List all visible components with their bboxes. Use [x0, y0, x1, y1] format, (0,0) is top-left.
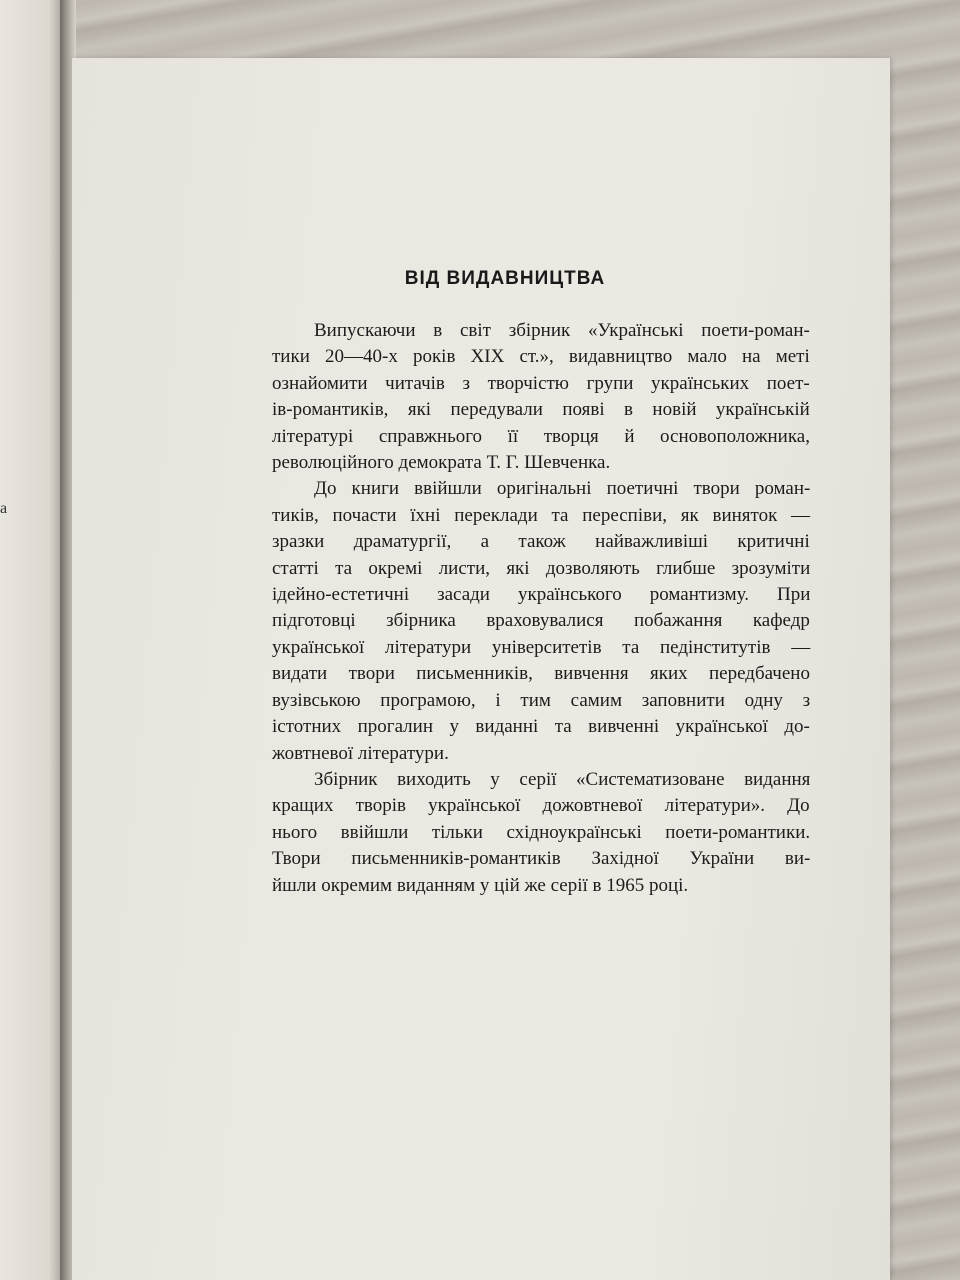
text-line: Збірник виходить у серії «Систематизоване видання	[314, 768, 811, 790]
text-line: ідейно-естетичні засади українського романтизму. При	[272, 584, 811, 606]
paragraph-1	[272, 318, 810, 476]
text-line: йшли окремим виданням у цій же серії в 1965 році.	[272, 874, 689, 896]
text-line: тиків, почасти їхні переклади та переспіви, як виняток —	[272, 504, 811, 526]
text-line: До книги ввійшли оригінальні поетичні твори роман-	[314, 478, 811, 500]
text-line: нього ввійшли тільки східноукраїнські поети-романтики.	[272, 821, 811, 843]
paragraph-2	[272, 476, 810, 766]
text-line: революційного демократа Т. Г. Шевченка.	[272, 452, 611, 474]
text-line: зразки драматургії, а також найважливіші критичні	[272, 531, 810, 553]
text-line: української літератури університетів та педінститутів —	[272, 636, 811, 658]
text-line: статті та окремі листи, які дозволяють глибше зрозуміти	[272, 557, 811, 579]
text-line: жовтневої літератури.	[272, 742, 449, 764]
page-heading: ВІД ВИДАВНИЦТВА	[404, 268, 606, 289]
text-line: тики 20—40-х років XIX ст.», видавництво мало на меті	[272, 346, 810, 368]
text-line: вузівською програмою, і тим самим заповнити одну з	[272, 689, 811, 711]
text-line: ознайомити читачів з творчістю групи українських поет-	[272, 372, 810, 394]
text-line: літературі справжнього її творця й основоположника,	[272, 425, 810, 447]
text-line: підготовці збірника враховувалися побажання кафедр	[272, 610, 810, 632]
paragraph-3	[272, 767, 810, 899]
text-line: ів-романтиків, які передували появі в новій українській	[272, 399, 810, 421]
text-line: Твори письменників-романтиків Західної України ви-	[272, 848, 811, 870]
text-line: кращих творів української дожовтневої літератури». До	[272, 795, 810, 817]
text-line: істотних прогалин у виданні та вивченні української до-	[272, 716, 810, 738]
text-line: Випускаючи в світ збірник «Українські поети-роман-	[314, 320, 810, 341]
body-text	[272, 318, 810, 899]
left-page-character: а	[0, 500, 8, 517]
text-line: видати твори письменників, вивчення яких передбачено	[272, 663, 810, 685]
